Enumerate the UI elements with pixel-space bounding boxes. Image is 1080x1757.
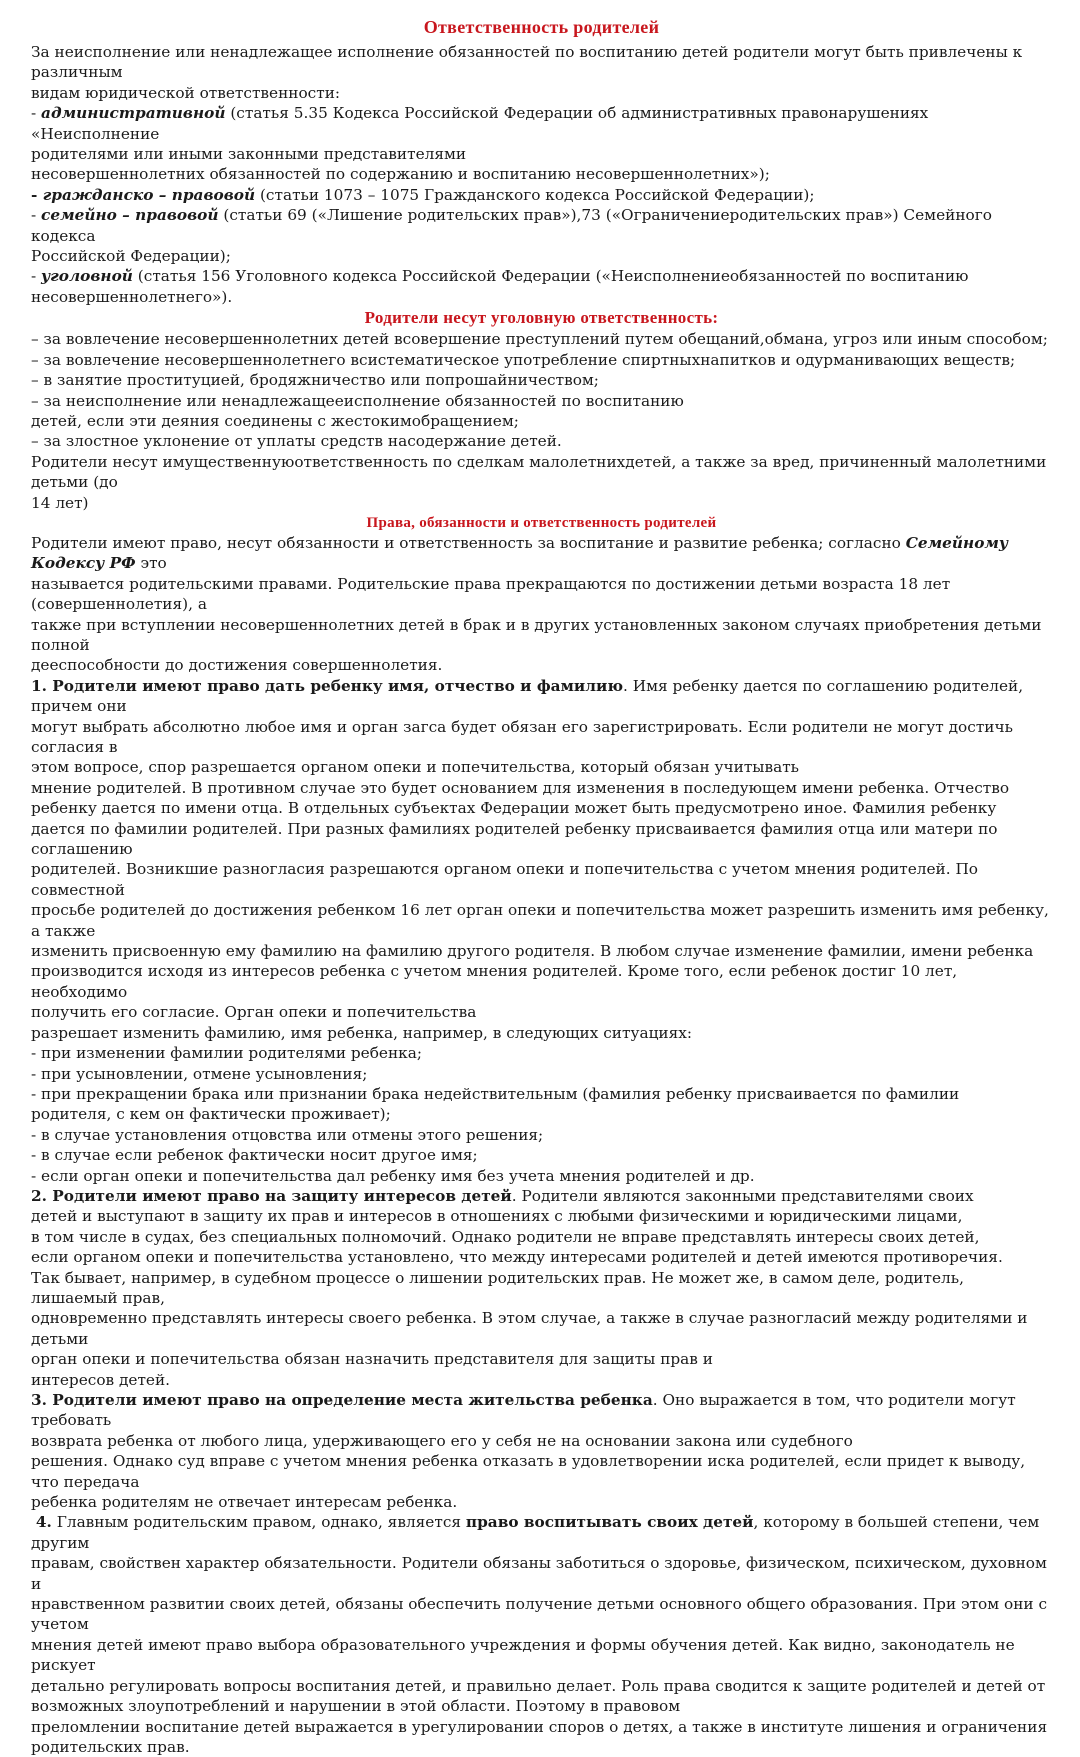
text-line: интересов детей. <box>31 1370 171 1389</box>
family-code-term: Семейному Кодексу РФ <box>31 533 1009 573</box>
list-item: - в случае установления отцовства или отмены этого решения; <box>31 1125 544 1144</box>
text-line <box>31 1390 1052 1431</box>
text-line: Так бывает, например, в судебном процессе о лишении родительских прав. Не может же, в самом деле, родитель, лишаемый прав, <box>31 1268 964 1307</box>
list-item: – за неисполнение или ненадлежащееисполнение обязанностей по воспитанию <box>31 391 684 410</box>
text-line: видам юридической ответственности: <box>31 83 341 102</box>
text-line: родителей. Возникшие разногласия разрешаются органом опеки и попечительства с учетом мнения родителей. По совместной <box>31 860 979 899</box>
text-line: дается по фамилии родителей. При разных фамилиях родителей ребенку присваивается фамилия отца или матери по соглашению <box>31 819 998 859</box>
text-line: этом вопросе, спор разрешается органом опеки и попечительства, который обязан учитывать <box>31 758 799 777</box>
text-line: 14 лет) <box>31 493 89 512</box>
bullet: - <box>31 104 42 123</box>
list-item: – за вовлечение несовершеннолетнего всистематическое употребление спиртныхнапитков и одурманивающих веществ; <box>31 350 1016 369</box>
text-line: нравственном развитии своих детей, обязаны обеспечить получение детьми основного общего образования. При этом они с учетом <box>31 1595 1048 1634</box>
text-line: За неисполнение или ненадлежащее исполнение обязанностей по воспитанию детей родители могут быть привлечены к различным <box>31 43 1023 82</box>
term-civil: гражданско – правовой <box>42 185 256 204</box>
type-admin <box>31 103 1052 144</box>
rights-intro <box>31 533 1052 676</box>
text-line: разрешает изменить фамилию, имя ребенка, например, в следующих ситуациях: <box>31 1023 693 1042</box>
text-line: дееспособности до достижения совершеннолетия. <box>31 656 443 675</box>
rights-heading: Права, обязанности и ответственность родителей <box>366 514 717 531</box>
text-line <box>31 676 1052 717</box>
list-item: – за вовлечение несовершеннолетних детей всовершение преступлений путем обещаний,обмана, угроз или иным способом; <box>31 330 1048 349</box>
text-line: (статьи 1073 – 1075 Гражданского кодекса Российской Федерации); <box>255 185 815 204</box>
list-item: - если орган опеки и попечительства дал ребенку имя без учета мнения родителей и др. <box>31 1166 755 1185</box>
text-fragment: это <box>135 554 167 573</box>
text-line: родителя, с кем он фактически проживает); <box>31 1105 391 1124</box>
text-line: несовершеннолетних обязанностей по содержанию и воспитанию несовершеннолетних»); <box>31 165 770 184</box>
bullet: - <box>31 206 42 225</box>
criminal-heading: Родители несут уголовную ответственность: <box>364 308 719 328</box>
list-item: - в случае если ребенок фактически носит другое имя; <box>31 1146 478 1165</box>
text-line: преломлении воспитание детей выражается в урегулировании споров о детях, а также в институте лишения и ограничения <box>31 1717 1048 1736</box>
criminal-list <box>31 329 1052 513</box>
text-line: получить его согласие. Орган опеки и попечительства <box>31 1003 477 1022</box>
section-1 <box>31 676 1052 1186</box>
text-line: возможных злоупотреблений и нарушении в этой области. Поэтому в правовом <box>31 1697 681 1716</box>
text-line: ребенку дается по имени отца. В отдельных субъектах Федерации может быть предусмотрено иное. Фамилия ребенку <box>31 799 997 818</box>
text-line: если органом опеки и попечительства установлено, что между интересами родителей и детей имеются противоречия. <box>31 1248 1003 1267</box>
section-2 <box>31 1186 1052 1390</box>
bullet: - <box>31 185 43 204</box>
text-line <box>31 533 1052 574</box>
text-line: детей, если эти деяния соединены с жестокимобращением; <box>31 411 519 430</box>
text-line <box>31 1512 1052 1553</box>
text-fragment: . Оно выражается в том, что родители могут требовать <box>31 1391 1016 1430</box>
text-line: возврата ребенка от любого лица, удерживающего его у себя не на основании закона или судебного <box>31 1431 853 1450</box>
text-line: (статья 156 Уголовного кодекса Российской Федерации («Неисполнениеобязанностей по воспитанию <box>132 267 969 286</box>
text-line: просьбе родителей до достижения ребенком 16 лет орган опеки и попечительства может разрешить изменить имя ребенку, а также <box>31 901 1049 940</box>
liability-types <box>31 103 1052 307</box>
section-3 <box>31 1390 1052 1512</box>
text-fragment: Родители имеют право, несут обязанности и ответственность за воспитание и развитие ребенка; согласно <box>31 533 906 552</box>
text-line: могут выбрать абсолютно любое имя и орган загса будет обязан его зарегистрировать. Если родители не могут достичь согласия в <box>31 717 1013 756</box>
text-line: родительских прав. <box>31 1737 190 1756</box>
text-fragment: Главным родительским правом, однако, является <box>51 1513 466 1532</box>
text-line: детально регулировать вопросы воспитания детей, и правильно делает. Роль права сводится к защите родителей и детей от <box>31 1676 1046 1695</box>
term-administrative: административной <box>41 104 226 123</box>
page-title: Ответственность родителей <box>423 17 660 37</box>
text-line: (статья 5.35 Кодекса Российской Федерации об административных правонарушениях «Неисполнение <box>31 104 929 143</box>
text-line: родителями или иными законными представителями <box>31 145 467 164</box>
text-line: орган опеки и попечительства обязан назначить представителя для защиты прав и <box>31 1350 713 1369</box>
text-line: Российской Федерации); <box>31 247 231 266</box>
type-criminal <box>31 266 1052 286</box>
text-line: мнение родителей. В противном случае это будет основанием для изменения в последующем имени ребенка. Отчество <box>31 778 1010 797</box>
text-line: изменить присвоенную ему фамилию на фамилию другого родителя. В любом случае изменение фамилии, имени ребенка <box>31 942 1034 961</box>
list-item: – за злостное уклонение от уплаты средств насодержание детей. <box>31 432 562 451</box>
text-line <box>31 1186 1052 1206</box>
term-family: семейно – правовой <box>41 206 219 225</box>
text-line: несовершеннолетнего»). <box>31 287 233 306</box>
text-fragment: , которому в большей степени, чем другим <box>31 1513 1040 1552</box>
bullet: - <box>31 267 42 286</box>
list-item: - при усыновлении, отмене усыновления; <box>31 1064 368 1083</box>
text-line: также при вступлении несовершеннолетних детей в брак и в других установленных законом случаях приобретения детьми полной <box>31 615 1042 654</box>
text-fragment: . Родители являются законными представителями своих <box>511 1186 974 1205</box>
right-to-raise-term: право воспитывать своих детей <box>465 1513 754 1532</box>
list-item: - при изменении фамилии родителями ребенка; <box>31 1044 423 1063</box>
section-2-title: 2. Родители имеют право на защиту интересов детей <box>31 1186 512 1205</box>
section-3-title: 3. Родители имеют право на определение места жительства ребенка <box>31 1391 653 1409</box>
text-line: одновременно представлять интересы своего ребенка. В этом случае, а также в случае разногласий между родителями и детьми <box>31 1309 1028 1348</box>
list-item: - при прекращении брака или признании брака недействительным (фамилия ребенку присваивается по фамилии <box>31 1084 960 1103</box>
text-line: называется родительскими правами. Родительские права прекращаются по достижении детьми возраста 18 лет (совершеннолетия), а <box>31 574 951 614</box>
section-4 <box>31 1512 1052 1757</box>
section-1-title: 1. Родители имеют право дать ребенку имя, отчество и фамилию <box>31 676 624 695</box>
text-line: в том числе в судах, без специальных полномочий. Однако родители не вправе представлять интересы своих детей, <box>31 1227 980 1246</box>
list-item: – в занятие проституцией, бродяжничество или попрошайничеством; <box>31 371 599 390</box>
text-line: детей и выступают в защиту их прав и интересов в отношениях с любыми физическими и юридическими лицами, <box>31 1207 963 1226</box>
text-line: Родители несут имущественнуюответственность по сделкам малолетнихдетей, а также за вред, причиненный малолетними детьми (до <box>31 452 1047 492</box>
intro-paragraph <box>31 42 1052 103</box>
text-line: правам, свойствен характер обязательности. Родители обязаны заботиться о здоровье, физическом, психическом, духовном и <box>31 1554 1047 1593</box>
section-4-number: 4. <box>35 1513 52 1532</box>
text-line: решения. Однако суд вправе с учетом мнения ребенка отказать в удовлетворении иска родителей, если придет к выводу, что передача <box>31 1452 1026 1491</box>
text-fragment: . Имя ребенку дается по соглашению родителей, причем они <box>31 676 1024 716</box>
type-civil <box>31 185 1052 205</box>
term-criminal: уголовной <box>41 267 133 286</box>
text-line: (статьи 69 («Лишение родительских прав»),73 («Ограничениеродительских прав») Семейного кодекса <box>31 206 992 245</box>
text-line: ребенка родителям не отвечает интересам ребенка. <box>31 1493 458 1512</box>
type-family <box>31 205 1052 246</box>
text-line: производится исходя из интересов ребенка с учетом мнения родителей. Кроме того, если ребенок достиг 10 лет, необходимо <box>31 962 958 1001</box>
text-line: мнения детей имеют право выбора образовательного учреждения и формы обучения детей. Как видно, законодатель не рискует <box>31 1635 1015 1675</box>
